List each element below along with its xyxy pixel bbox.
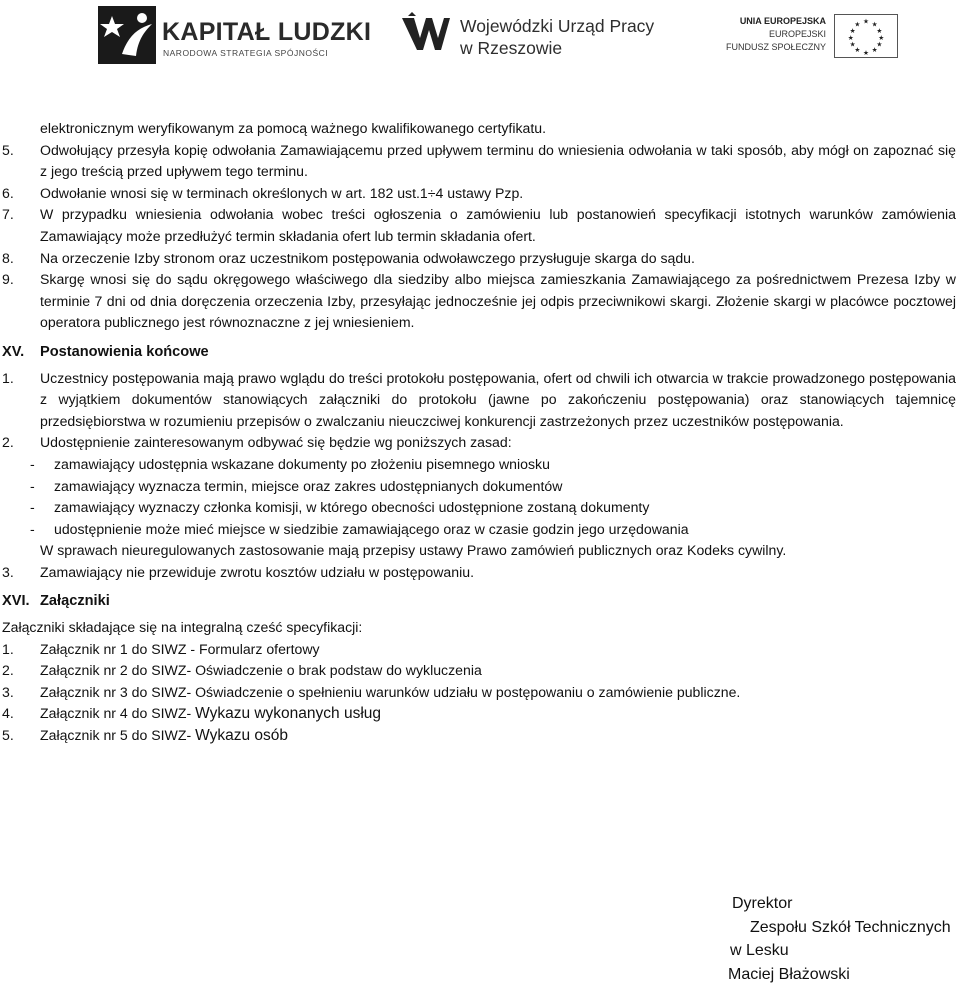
svg-text:★: ★ [850, 27, 856, 35]
dash-list-item [0, 519, 960, 541]
svg-text:★: ★ [878, 34, 884, 42]
eu-line1: UNIA EUROPEJSKA [740, 16, 826, 26]
item-number: 3. [0, 682, 40, 704]
item-text: Skargę wnosi się do sądu okręgowego właściwego dla siedziby albo miejsca zamieszkania Zamawiającego za pośrednictwem Prezesa Izby w terminie 7 dni od dnia doręczenia orzeczenia Izby, przesyłając jednocześnie jej odpis przeciwnikowi skargi. Złożenie skargi w placówce pocztowej operatora publicznego jest równoznaczne z jej wniesieniem. [40, 269, 960, 334]
dash-item-text: zamawiający udostępnia wskazane dokumenty po złożeniu pisemnego wniosku [54, 454, 550, 476]
svg-text:★: ★ [854, 46, 860, 54]
attachment-item-1 [0, 639, 960, 661]
svg-text:★: ★ [863, 49, 869, 57]
item-number: 8. [0, 248, 40, 270]
attachment-item-2 [0, 660, 960, 682]
signature-position: Dyrektor [728, 892, 951, 916]
attachment-title: Wykazu osób [195, 727, 288, 744]
dash-bullet: - [30, 519, 54, 541]
item-text: Załącznik nr 2 do SIWZ- Oświadczenie o brak podstaw do wykluczenia [40, 660, 960, 682]
svg-text:★: ★ [848, 34, 854, 42]
kapital-ludzki-title: KAPITAŁ LUDZKI [162, 18, 371, 47]
dash-item-text: zamawiający wyznaczy członka komisji, w którego obecności udostępnione zostaną dokumenty [54, 497, 649, 519]
signature-institution: Zespołu Szkół Technicznych [728, 916, 951, 940]
section15-number: XV. [2, 342, 40, 364]
section14-item-7 [0, 204, 960, 247]
wup-name-line2: w Rzeszowie [460, 38, 562, 59]
section15-item-3 [0, 562, 960, 584]
eu-flag-icon [834, 14, 898, 58]
item-number: 4. [0, 703, 40, 725]
section16-heading [2, 591, 960, 613]
svg-text:★: ★ [863, 18, 869, 26]
section14-item-8 [0, 248, 960, 270]
item-text: Odwołujący przesyła kopię odwołania Zamawiającemu przed upływem terminu do wniesienia odwołania w taki sposób, aby mógł on zapoznać się z jego treścią przed upływem tego terminu. [40, 140, 960, 183]
dash-bullet: - [30, 497, 54, 519]
item-text: Załącznik nr 3 do SIWZ- Oświadczenie o spełnieniu warunków udziału w postępowaniu o zamówienie publiczne. [40, 682, 960, 704]
item-text: Zamawiający nie przewiduje zwrotu kosztów udziału w postępowaniu. [40, 562, 960, 584]
wup-emblem-icon [400, 12, 452, 54]
item-number: 5. [0, 140, 40, 183]
svg-text:★: ★ [850, 41, 856, 49]
attachment-item-3 [0, 682, 960, 704]
item-number: 5. [0, 725, 40, 747]
attachment-item-5 [0, 725, 960, 747]
svg-text:★: ★ [876, 27, 882, 35]
section14-item-5 [0, 140, 960, 183]
item-text [40, 703, 960, 725]
header-logos [0, 0, 960, 80]
section15-item-2 [0, 432, 960, 454]
dash-list-item [0, 497, 960, 519]
signature-name: Maciej Błażowski [728, 963, 951, 986]
item-number: 7. [0, 204, 40, 247]
attachment-item-4 [0, 703, 960, 725]
eu-line3: FUNDUSZ SPOŁECZNY [726, 42, 826, 52]
item-text: Załącznik nr 1 do SIWZ - Formularz ofertowy [40, 639, 960, 661]
item-number: 3. [0, 562, 40, 584]
item-text: Uczestnicy postępowania mają prawo wglądu do treści protokołu postępowania, ofert od chwili ich otwarcia w trakcie prowadzonego postępowania z wyjątkiem dokumentów stanowiących załączniki do protokołu (jawne po zakończeniu postępowania) oraz stanowiących tajemnicę przedsiębiorstwa w rozumieniu przepisów o zwalczaniu nieuczciwej konkurencji zastrzeżonych przez uczestników postępowania. [40, 368, 960, 433]
kapital-ludzki-emblem-icon [98, 6, 156, 64]
item-number: 2. [0, 432, 40, 454]
section14-item-9 [0, 269, 960, 334]
eu-logo [728, 14, 898, 70]
section15-title: Postanowienia końcowe [40, 344, 209, 360]
section16-intro: Załączniki składające się na integralną cześć specyfikacji: [0, 617, 960, 639]
document-body [0, 118, 960, 747]
wup-logo [400, 10, 650, 62]
section16-title: Załączniki [40, 593, 110, 609]
attachment-label: Załącznik nr 5 do SIWZ- [40, 727, 195, 743]
kapital-ludzki-logo [98, 6, 348, 64]
svg-text:★: ★ [876, 41, 882, 49]
kapital-ludzki-subtitle: NARODOWA STRATEGIA SPÓJNOŚCI [163, 48, 328, 58]
dash-item-text: udostępnienie może mieć miejsce w siedzibie zamawiającego oraz w czasie godzin jego urzędowania [54, 519, 689, 541]
signature-location: w Lesku [728, 939, 951, 963]
item-number: 1. [0, 368, 40, 433]
signature-block [728, 892, 951, 986]
wup-name-line1: Wojewódzki Urząd Pracy [460, 16, 654, 37]
item-number: 9. [0, 269, 40, 334]
section14-intro-continuation: elektronicznym weryfikowanym za pomocą ważnego kwalifikowanego certyfikatu. [0, 118, 960, 140]
item-text: Udostępnienie zainteresowanym odbywać się będzie wg poniższych zasad: [40, 432, 960, 454]
item-number: 6. [0, 183, 40, 205]
item-number: 1. [0, 639, 40, 661]
attachment-title: Wykazu wykonanych usług [195, 705, 381, 722]
section15-heading [2, 342, 960, 364]
item-text: Odwołanie wnosi się w terminach określonych w art. 182 ust.1÷4 ustawy Pzp. [40, 183, 960, 205]
item-number: 2. [0, 660, 40, 682]
dash-bullet: - [30, 454, 54, 476]
dash-bullet: - [30, 476, 54, 498]
item-text: W przypadku wniesienia odwołania wobec treści ogłoszenia o zamówieniu lub postanowień specyfikacji istotnych warunków zamówienia Zamawiający może przedłużyć termin składania ofert lub termin składania ofert. [40, 204, 960, 247]
section16-number: XVI. [2, 591, 40, 613]
item-text [40, 725, 960, 747]
dash-list-item [0, 476, 960, 498]
eu-line2: EUROPEJSKI [769, 29, 826, 39]
section14-item-6 [0, 183, 960, 205]
attachment-label: Załącznik nr 4 do SIWZ- [40, 705, 195, 721]
dash-list-item [0, 454, 960, 476]
dash-item-text: zamawiający wyznacza termin, miejsce oraz zakres udostępnianych dokumentów [54, 476, 562, 498]
svg-text:★: ★ [872, 46, 878, 54]
svg-text:★: ★ [872, 20, 878, 28]
section15-item2-tail: W sprawach nieuregulowanych zastosowanie mają przepisy ustawy Prawo zamówień publicznych oraz Kodeks cywilny. [0, 540, 960, 562]
svg-text:★: ★ [854, 20, 860, 28]
section15-item-1 [0, 368, 960, 433]
item-text: Na orzeczenie Izby stronom oraz uczestnikom postępowania odwoławczego przysługuje skarga do sądu. [40, 248, 960, 270]
